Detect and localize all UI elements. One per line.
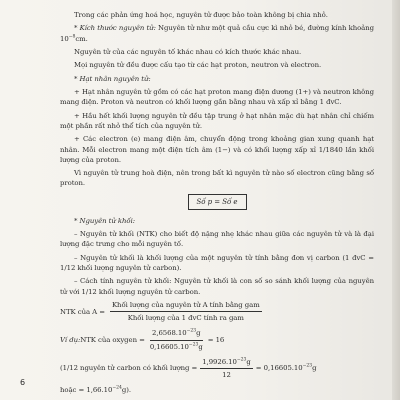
result-unit: g	[312, 364, 317, 373]
paragraph: – Cách tính nguyên tử khối: Nguyên tử khối là con số so sánh khối lượng của nguyên tử với 1/12 khối lượng nguyên tử carbon.	[60, 277, 374, 296]
paragraph-atom-size	[60, 23, 374, 43]
paragraph: Nguyên tử của các nguyên tố khác nhau có kích thước khác nhau.	[74, 47, 302, 56]
carbon-note-continuation	[60, 385, 374, 395]
carbon-numerator	[200, 357, 253, 369]
example-lhs: NTK của oxygen =	[80, 335, 145, 344]
formula-numerator: Khối lượng của nguyên tử A tính bằng gam	[110, 300, 262, 312]
ntk-formula	[60, 300, 374, 323]
paragraph: – Nguyên tử khối là khối lượng của một nguyên tử tính bằng đơn vị carbon (1 đvC = 1/12 khối lượng nguyên tử carbon).	[60, 253, 374, 272]
numerator-exponent: −23	[186, 329, 197, 335]
example-denominator	[148, 341, 205, 352]
continuation-exponent: −24	[112, 385, 122, 391]
result-value: = 0,16605.10	[255, 364, 303, 373]
example-numerator	[150, 328, 203, 340]
denominator-unit: g	[198, 342, 203, 351]
numerator-value: 2,6568.10	[151, 329, 187, 338]
section-label: * Hạt nhân nguyên tử:	[74, 74, 151, 83]
carbon-denominator: 12	[222, 370, 231, 379]
continuation-value: hoặc = 1,66.10	[60, 386, 113, 395]
paragraph: – Nguyên tử khối (NTK) cho biết độ nặng nhẹ khác nhau giữa các nguyên tử và là đại lượng đặc trưng cho mỗi nguyên tố.	[60, 230, 374, 249]
oxygen-example	[60, 328, 374, 351]
example-label: Ví dụ:	[60, 335, 81, 344]
carbon-note	[60, 357, 374, 380]
paragraph: Trong các phản ứng hoá học, nguyên tử được bảo toàn không bị chia nhỏ.	[74, 11, 328, 19]
paragraph: Vì nguyên tử trung hoà điện, nên trong bất kì nguyên tử nào số electron cũng bằng số proton.	[60, 169, 374, 188]
continuation-unit: g).	[121, 386, 131, 395]
page-number: 6	[20, 378, 26, 387]
formula-fraction	[110, 300, 262, 323]
example-fraction	[148, 328, 205, 351]
numerator-exponent: −23	[236, 357, 247, 363]
paragraph-text: Nguyên tử như một quả cầu cực kì nhỏ bé, đường kính khoảng 10	[60, 24, 374, 43]
proton-electron-box: Số p = Số e	[188, 194, 247, 210]
carbon-result	[256, 363, 317, 373]
carbon-fraction	[200, 357, 253, 380]
page-body	[60, 10, 374, 399]
example-result: = 16	[207, 335, 225, 344]
paragraph: + Hầu hết khối lượng nguyên tử đều tập trung ở hạt nhân mặc dù hạt nhân chỉ chiếm một phần rất nhỏ thể tích của nguyên tử.	[60, 111, 374, 130]
formula-lhs: NTK của A =	[60, 307, 105, 316]
paragraph: + Hạt nhân nguyên tử gồm có các hạt proton mang điện dương (1+) và neutron không mang điện. Proton và neutron có khối lượng gần bằng nhau và xấp xỉ bằng 1 đvC.	[60, 88, 374, 107]
section-label: * Kích thước nguyên tử:	[74, 24, 156, 33]
formula-denominator: Khối lượng của 1 đvC tính ra gam	[127, 314, 244, 323]
numerator-unit: g	[246, 357, 251, 366]
section-label: * Nguyên tử khối:	[74, 216, 136, 225]
boxed-rule	[60, 194, 374, 210]
result-exponent: −23	[302, 364, 313, 370]
exponent: −8	[68, 34, 76, 40]
paragraph: + Các electron (e) mang điện âm, chuyển động trong khoảng gian xung quanh hạt nhân. Mỗi electron mang một điện tích âm (1−) và có khối lượng xấp xỉ 1/1840 lần khối lượng của proton.	[60, 135, 374, 164]
carbon-note-prefix: (1/12 nguyên tử carbon có khối lượng =	[60, 364, 198, 373]
page-edge-shadow	[392, 0, 400, 400]
denominator-exponent: −23	[188, 342, 199, 348]
paragraph: Mọi nguyên tử đều được cấu tạo từ các hạt proton, neutron và electron.	[74, 61, 322, 70]
numerator-unit: g	[196, 329, 201, 338]
denominator-value: 0,16605.10	[149, 342, 189, 351]
numerator-value: 1,9926.10	[202, 357, 237, 366]
unit: cm.	[75, 34, 88, 43]
